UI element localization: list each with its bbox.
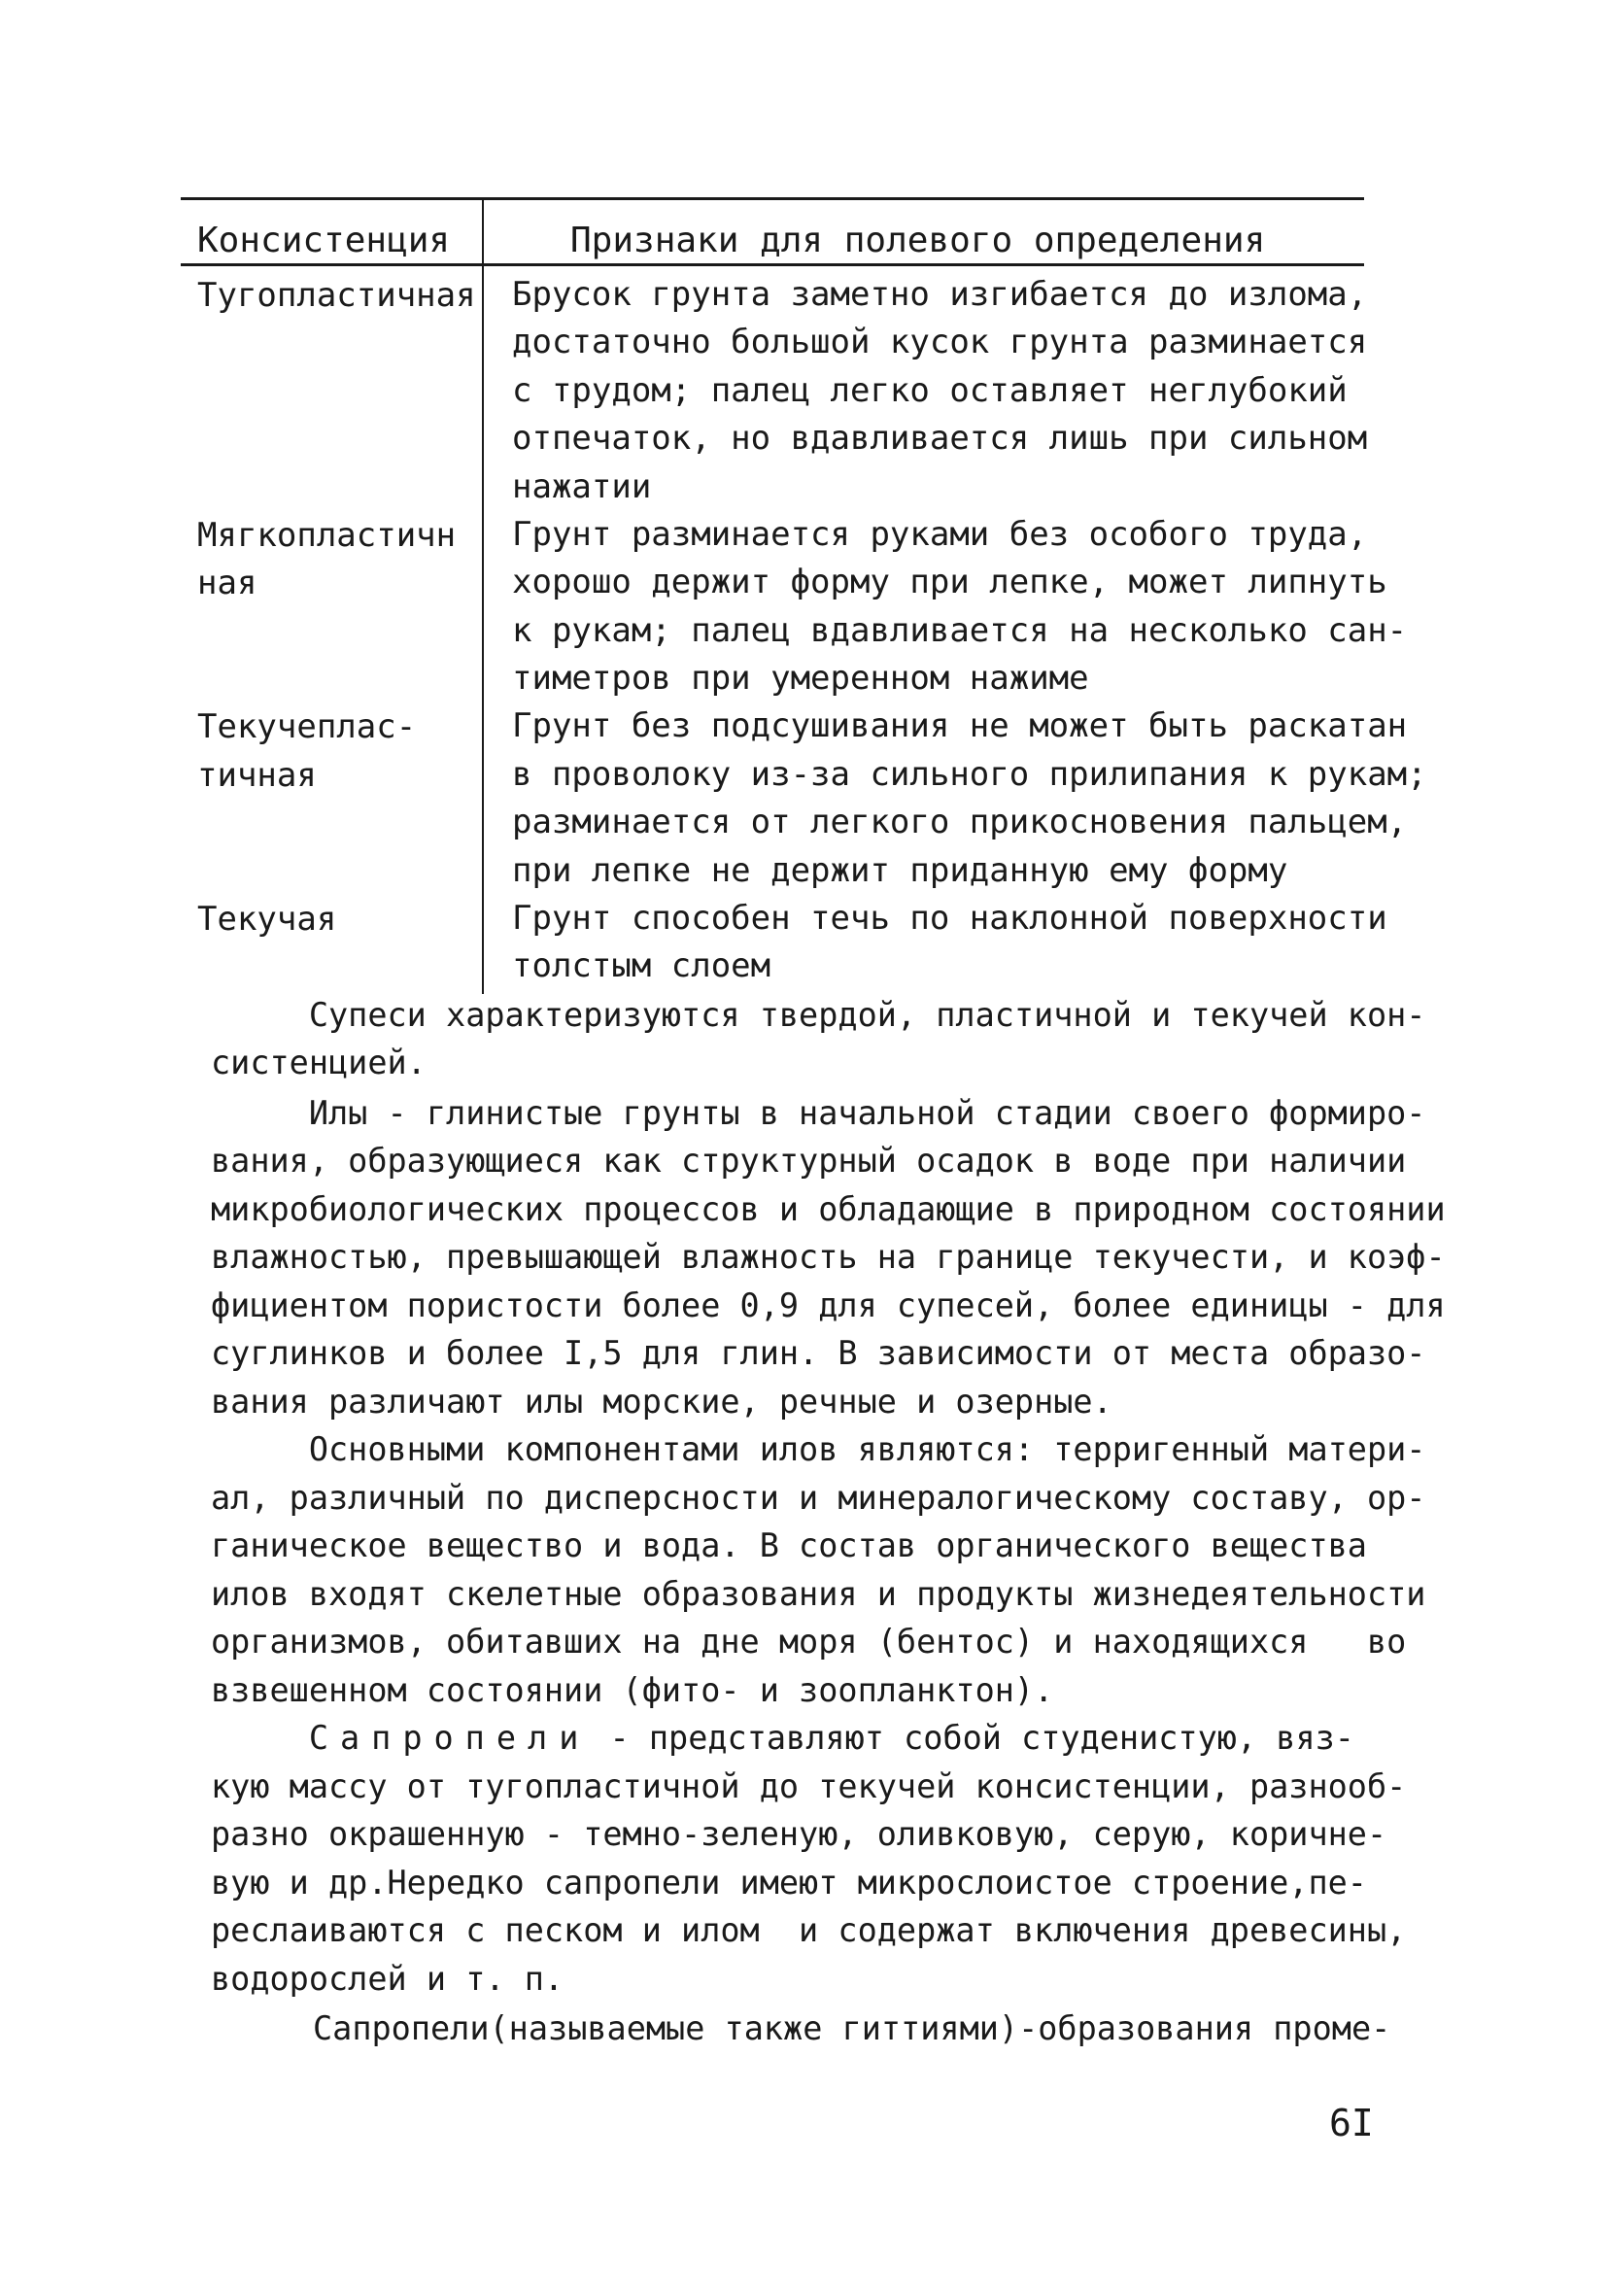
row-text-line: достаточно большой кусок грунта разминается	[512, 323, 1368, 361]
row-text-line: Грунт без подсушивания не может быть раскатан	[512, 706, 1408, 745]
row-text-line: с трудом; палец легко оставляет неглубокий	[512, 371, 1348, 410]
paragraph-line: реслаиваются с песком и илом и содержат включения древесины,	[211, 1911, 1407, 1949]
row-text-line: нажатии	[512, 467, 652, 506]
row-label-tekuchaya: Текучая	[197, 900, 337, 939]
row-label-tugoplastic: Тугопластичная	[197, 276, 476, 315]
row-text-line: к рукам; палец вдавливается на несколько сан-	[512, 611, 1408, 650]
paragraph-line: вую и др.Нередко сапропели имеют микрослоистое строение,пе-	[211, 1864, 1367, 1902]
row-text-line: отпечаток, но вдавливается лишь при сильном	[512, 419, 1368, 458]
paragraph-line: ганическое вещество и вода. В состав органического вещества	[211, 1526, 1367, 1564]
row-text-line: Грунт разминается руками без особого труда,	[512, 515, 1368, 554]
paragraph-line: Основными компонентами илов являются: терригенный матери-	[211, 1430, 1426, 1468]
paragraph-line: микробиологических процессов и обладающие в природном состоянии	[211, 1190, 1446, 1228]
row-text-line: при лепке не держит приданную ему форму	[512, 851, 1288, 890]
paragraph-line: кую массу от тугопластичной до текучей консистенции, разнооб-	[211, 1767, 1407, 1805]
paragraph-line: вания, образующиеся как структурный осадок в воде при наличии	[211, 1142, 1407, 1180]
row-text-line: разминается от легкого прикосновения пальцем,	[512, 803, 1408, 841]
paragraph-line: организмов, обитавших на дне моря (бентос) и находящихся во	[211, 1623, 1407, 1661]
row-text-line: хорошо держит форму при лепке, может липнуть	[512, 563, 1387, 601]
paragraph-line: Супеси характеризуются твердой, пластичной и текучей кон-	[211, 996, 1426, 1034]
table-header-rule	[181, 263, 1364, 266]
row-label-tekucheplastic-1: Текучеплас-	[197, 707, 417, 746]
row-text-line: тиметров при умеренном нажиме	[512, 659, 1089, 698]
paragraph-line: водорослей и т. п.	[211, 1960, 564, 1998]
paragraph-line: влажностью, превышающей влажность на границе текучести, и коэф-	[211, 1238, 1446, 1276]
row-text-line: толстым слоем	[512, 946, 771, 985]
spaced-term: Сапропели	[308, 1719, 591, 1757]
paragraph-line: суглинков и более I,5 для глин. В зависимости от места образо-	[211, 1334, 1426, 1372]
row-text-line: в проволоку из-за сильного прилипания к рукам;	[512, 755, 1427, 794]
paragraph-line: фициентом пористости более 0,9 для супесей, более единицы - для	[211, 1286, 1446, 1324]
paragraph-line: систенцией.	[211, 1044, 427, 1081]
paragraph-line: Илы - глинистые грунты в начальной стадии своего формиро-	[211, 1094, 1426, 1132]
paragraph-line: взвешенном состоянии (фито- и зоопланктон).	[211, 1671, 1054, 1709]
table-column-divider	[482, 197, 484, 994]
paragraph-line-rest: - представляют собой студенистую, вяз-	[590, 1719, 1354, 1757]
row-label-myagkoplastic-2: ная	[197, 564, 257, 602]
table-header-consistency: Консистенция	[197, 221, 451, 260]
paragraph-line: вания различают илы морские, речные и озерные.	[211, 1383, 1112, 1421]
paragraph-line: Сапропели(называемые также гиттиями)-образования проме-	[313, 2009, 1391, 2047]
table-header-signs: Признаки для полевого определения	[570, 221, 1266, 260]
paragraph-line: илов входят скелетные образования и продукты жизнедеятельности	[211, 1575, 1426, 1613]
row-label-myagkoplastic-1: Мягкопластичн	[197, 516, 457, 555]
page-number: 6I	[1329, 2102, 1374, 2144]
paragraph-line: ал, различный по дисперсности и минералогическому составу, ор-	[211, 1479, 1426, 1517]
table-top-rule	[181, 197, 1364, 200]
row-text-line: Брусок грунта заметно изгибается до излома,	[512, 275, 1368, 314]
paragraph-line: разно окрашенную - темно-зеленую, оливковую, серую, коричне-	[211, 1815, 1387, 1853]
paragraph-line-sapropeli	[211, 1714, 1354, 1763]
row-text-line: Грунт способен течь по наклонной поверхности	[512, 899, 1387, 938]
row-label-tekucheplastic-2: тичная	[197, 756, 317, 795]
